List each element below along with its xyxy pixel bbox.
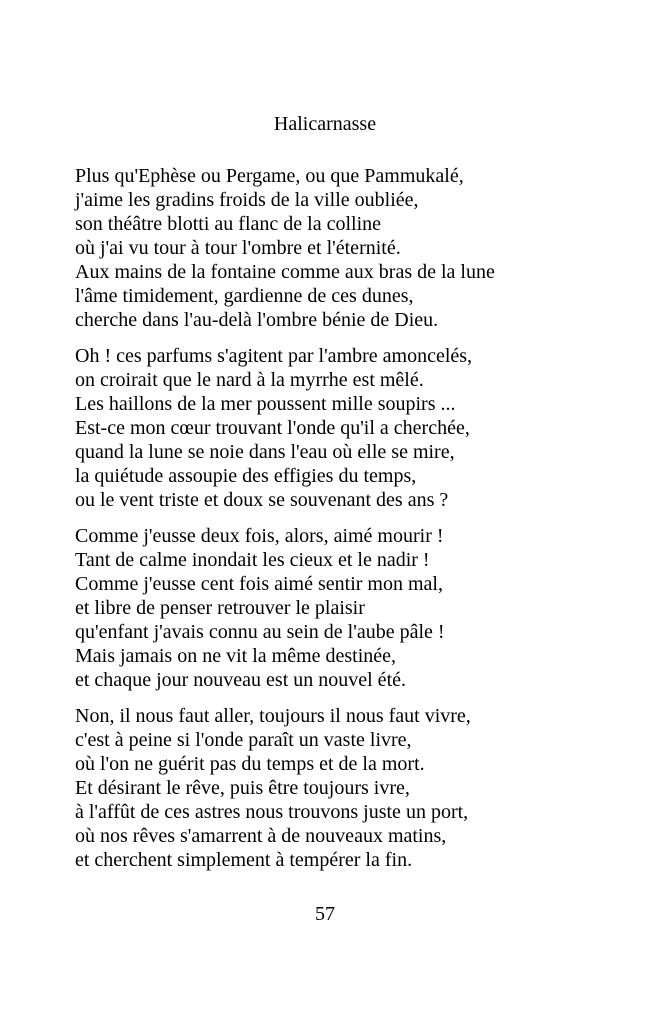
poem-line: Les haillons de la mer poussent mille soupirs ... [75,393,456,415]
poem-line: j'aime les gradins froids de la ville oubliée, [75,189,419,211]
poem-line: où nos rêves s'amarrent à de nouveaux matins, [75,825,447,847]
poem-line: à l'affût de ces astres nous trouvons juste un port, [75,801,469,823]
poem-body [75,164,635,884]
poem-line: c'est à peine si l'onde paraît un vaste livre, [75,729,412,751]
poem-line: la quiétude assoupie des effigies du temps, [75,465,417,487]
poem-line: qu'enfant j'avais connu au sein de l'aube pâle ! [75,621,445,643]
poem-title: Halicarnasse [273,113,377,135]
poem-line: Est-ce mon cœur trouvant l'onde qu'il a cherchée, [75,417,470,439]
poem-line: et cherchent simplement à tempérer la fin. [75,849,413,871]
poem-line: on croirait que le nard à la myrrhe est mêlé. [75,369,424,391]
poem-line: Tant de calme inondait les cieux et le nadir ! [75,549,430,571]
poem-line: ou le vent triste et doux se souvenant des ans ? [75,489,449,511]
poem-line: cherche dans l'au-delà l'ombre bénie de Dieu. [75,309,439,331]
poem-line: quand la lune se noie dans l'eau où elle se mire, [75,441,455,463]
stanza-1 [75,164,635,332]
poem-line: Mais jamais on ne vit la même destinée, [75,645,397,667]
poem-line: et chaque jour nouveau est un nouvel été. [75,669,406,691]
poem-line: Non, il nous faut aller, toujours il nous faut vivre, [75,705,471,727]
poem-line: Aux mains de la fontaine comme aux bras de la lune [75,261,495,283]
poem-line: Comme j'eusse cent fois aimé sentir mon mal, [75,573,443,595]
poem-line: où l'on ne guérit pas du temps et de la mort. [75,753,425,775]
poem-line: Plus qu'Ephèse ou Pergame, ou que Pammukalé, [75,165,464,187]
poem-line: l'âme timidement, gardienne de ces dunes, [75,285,414,307]
poem-line: Et désirant le rêve, puis être toujours ivre, [75,777,410,799]
page-number: 57 [315,903,335,925]
poem-line: où j'ai vu tour à tour l'ombre et l'éternité. [75,237,401,259]
poem-line: Comme j'eusse deux fois, alors, aimé mourir ! [75,525,444,547]
stanza-4 [75,704,635,872]
poem-line: Oh ! ces parfums s'agitent par l'ambre amoncelés, [75,345,473,367]
stanza-3 [75,524,635,692]
poem-line: son théâtre blotti au flanc de la colline [75,213,381,235]
stanza-2 [75,344,635,512]
poem-line: et libre de penser retrouver le plaisir [75,597,365,619]
